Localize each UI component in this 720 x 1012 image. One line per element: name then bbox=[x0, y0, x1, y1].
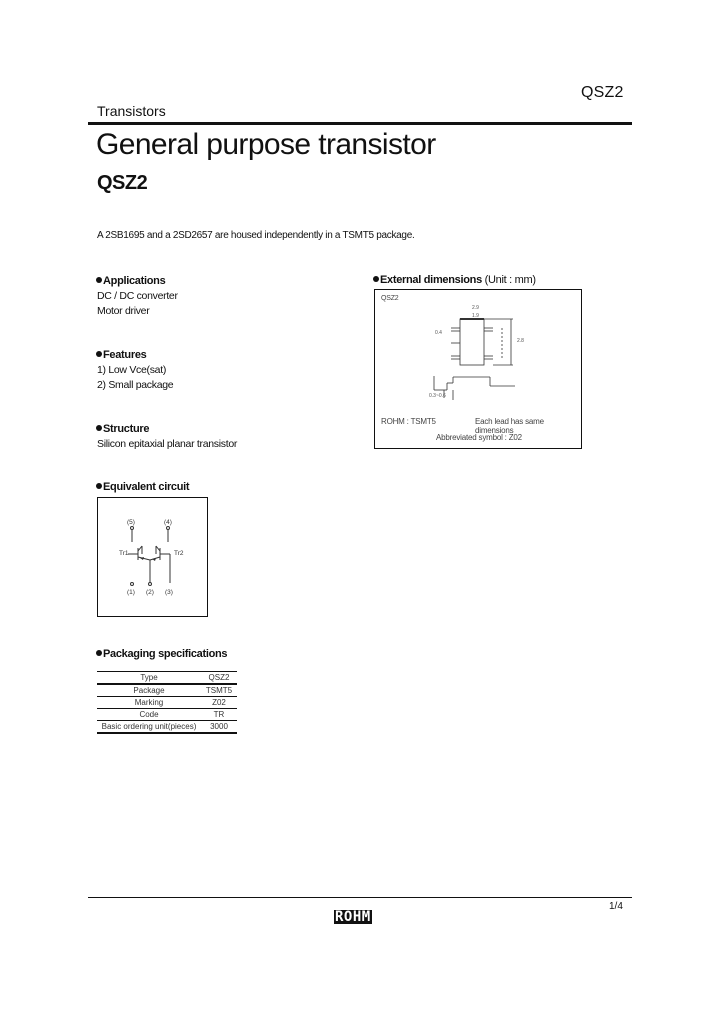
equivalent-circuit-heading: Equivalent circuit bbox=[96, 481, 189, 493]
packaging-heading: Packaging specifications bbox=[96, 648, 227, 660]
structure-heading: Structure bbox=[96, 423, 149, 435]
features-list bbox=[97, 363, 173, 393]
list-item: 2) Small package bbox=[97, 379, 174, 391]
rohm-logo: ROHM bbox=[335, 909, 371, 925]
unit-label: (Unit : mm) bbox=[484, 274, 536, 286]
header-category: Transistors bbox=[97, 103, 166, 119]
transistor-circuit-diagram bbox=[98, 498, 207, 616]
list-item: DC / DC converter bbox=[97, 290, 178, 302]
applications-list bbox=[97, 289, 178, 319]
tr2-label: Tr2 bbox=[174, 550, 184, 557]
bullet-icon bbox=[373, 276, 379, 282]
document-subtitle: QSZ2 bbox=[97, 172, 148, 194]
list-item: Silicon epitaxial planar transistor bbox=[97, 438, 238, 450]
part-label: QSZ2 bbox=[381, 295, 399, 302]
table-row: Type QSZ2 bbox=[97, 672, 237, 685]
pin-1-label: (1) bbox=[127, 589, 135, 596]
structure-list bbox=[97, 437, 237, 452]
table-row: Package TSMT5 bbox=[97, 684, 237, 697]
abbreviated-symbol: Abbreviated symbol : Z02 bbox=[436, 433, 522, 442]
document-title: General purpose transistor bbox=[96, 128, 436, 161]
features-heading: Features bbox=[96, 349, 146, 361]
list-item: 1) Low Vce(sat) bbox=[97, 364, 167, 376]
list-item: Motor driver bbox=[97, 305, 150, 317]
packaging-table bbox=[97, 671, 237, 734]
header-part-number: QSZ2 bbox=[581, 84, 624, 101]
page-number: 1/4 bbox=[609, 901, 623, 912]
equivalent-circuit-figure bbox=[97, 497, 208, 617]
lead-note: Each lead has same dimensions bbox=[475, 417, 544, 435]
bullet-icon bbox=[96, 650, 102, 656]
package-label: ROHM : TSMT5 bbox=[381, 417, 436, 426]
external-dimensions-heading: External dimensions (Unit : mm) bbox=[373, 274, 536, 286]
tr1-label: Tr1 bbox=[119, 550, 129, 557]
footer-rule bbox=[88, 897, 632, 898]
table-row: Marking Z02 bbox=[97, 697, 237, 709]
table-row: Basic ordering unit(pieces) 3000 bbox=[97, 721, 237, 734]
external-dimensions-figure: QSZ2 2.9 1.9 2.8 0.4 0.3~0.6 ROHM : TSMT5 Each lead has same dimensions Abbreviated symbol : Z02 bbox=[374, 289, 582, 449]
bullet-icon bbox=[96, 351, 102, 357]
header-rule bbox=[88, 122, 632, 125]
bullet-icon bbox=[96, 425, 102, 431]
table-row: Code TR bbox=[97, 709, 237, 721]
bullet-icon bbox=[96, 277, 102, 283]
applications-heading: Applications bbox=[96, 275, 165, 287]
pin-2-label: (2) bbox=[146, 589, 154, 596]
intro-text: A 2SB1695 and a 2SD2657 are housed independently in a TSMT5 package. bbox=[97, 230, 415, 241]
pin-3-label: (3) bbox=[165, 589, 173, 596]
pin-5-label: (5) bbox=[127, 519, 135, 526]
pin-4-label: (4) bbox=[164, 519, 172, 526]
bullet-icon bbox=[96, 483, 102, 489]
